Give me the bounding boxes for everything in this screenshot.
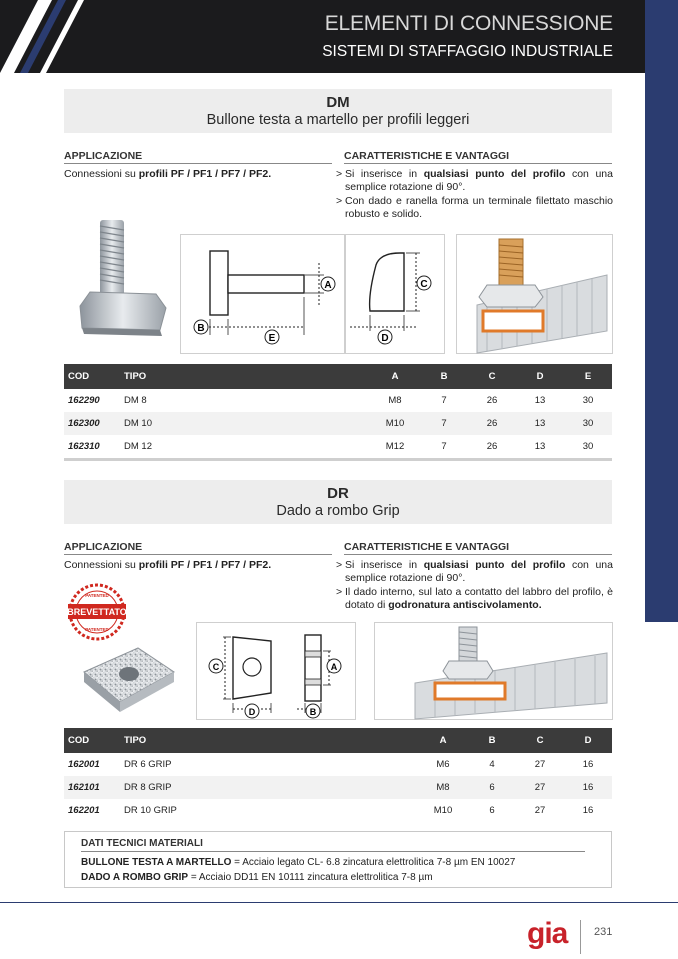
- materials-title: DATI TECNICI MATERIALI: [81, 838, 585, 852]
- table-row: 162310 DM 12 M12 7 26 13 30: [64, 435, 612, 458]
- table-row: 162101 DR 8 GRIP M8 6 27 16: [64, 776, 612, 799]
- dr-application-title: APPLICAZIONE: [64, 541, 332, 555]
- dr-section-heading: [64, 480, 612, 524]
- dr-diagram: [196, 622, 356, 720]
- dr-col-a: A: [439, 735, 447, 746]
- dm-feature-item: > Con dado e ranella forma un terminale filettato maschio robusto e solido.: [336, 195, 613, 220]
- page-number: 231: [594, 926, 613, 938]
- materials-box: [64, 831, 612, 888]
- footer-rule: [0, 902, 678, 903]
- dm-col-b: B: [440, 371, 448, 382]
- svg-text:E: E: [268, 333, 276, 344]
- dr-feature-item: > Il dado interno, sul lato a contatto del labbro del profilo, è dotato di godronatura antiscivolamento.: [336, 586, 613, 611]
- materials-line-bolt: BULLONE TESTA A MARTELLO = Acciaio legato CL- 6.8 zincatura elettrolitica 7-8 µm EN 10027: [81, 857, 516, 868]
- dm-section-heading: [64, 89, 612, 133]
- footer-separator: [580, 920, 581, 954]
- dm-features-list: [336, 168, 613, 222]
- dm-bolt-photo: [70, 214, 170, 344]
- header-stripes-decoration: [0, 0, 110, 73]
- dr-application-text: Connessioni su profili PF / PF1 / PF7 / PF2.: [64, 559, 272, 571]
- dm-name: Bullone testa a martello per profili leggeri: [206, 112, 470, 128]
- dr-table-header-row: [64, 728, 612, 753]
- badge-ring-top: PATENTED: [85, 593, 109, 598]
- table-row: 162290 DM 8 M8 7 26 13 30: [64, 389, 612, 412]
- svg-text:C: C: [212, 662, 220, 672]
- table-row: 162201 DR 10 GRIP M10 6 27 16: [64, 799, 612, 822]
- dm-col-cod: COD: [68, 371, 90, 382]
- materials-line-nut: DADO A ROMBO GRIP = Acciaio DD11 EN 10111 zincatura elettrolitica 7-8 µm: [81, 872, 433, 883]
- table-end-rule: [64, 458, 612, 461]
- dm-features-title: CARATTERISTICHE E VANTAGGI: [344, 150, 612, 164]
- dr-mounted-photo: [374, 622, 613, 720]
- table-row: 162001 DR 6 GRIP M6 4 27 16: [64, 753, 612, 776]
- svg-text:A: A: [330, 662, 338, 672]
- dr-col-cod: COD: [68, 735, 90, 746]
- dm-application-text: Connessioni su profili PF / PF1 / PF7 / PF2.: [64, 168, 272, 180]
- dm-application-title: APPLICAZIONE: [64, 150, 332, 164]
- header-subtitle: SISTEMI DI STAFFAGGIO INDUSTRIALE: [322, 43, 613, 60]
- dm-product-table: [64, 364, 612, 461]
- dm-code: DM: [326, 94, 350, 111]
- svg-text:B: B: [309, 707, 317, 717]
- page-header: [0, 0, 645, 73]
- dr-code: DR: [327, 485, 349, 502]
- dm-col-e: E: [584, 371, 592, 382]
- dm-diagram-side-view: [180, 234, 345, 354]
- svg-text:D: D: [381, 333, 389, 344]
- dr-col-tipo: TIPO: [124, 735, 147, 746]
- dr-col-d: D: [584, 735, 592, 746]
- dr-col-c: C: [536, 735, 544, 746]
- patented-badge: [66, 583, 128, 641]
- dm-table-header-row: [64, 364, 612, 389]
- dm-feature-item: > Si inserisce in qualsiasi punto del profilo con una semplice rotazione di 90°.: [336, 168, 613, 193]
- dr-features-list: [336, 559, 613, 613]
- dr-nut-photo: [78, 642, 178, 720]
- dm-diagram-top-view: [345, 234, 445, 354]
- dm-col-tipo: TIPO: [124, 371, 147, 382]
- svg-text:D: D: [248, 707, 256, 717]
- dm-col-a: A: [391, 371, 399, 382]
- side-color-band: [645, 0, 678, 622]
- badge-text: BREVETTATO: [67, 607, 127, 617]
- dr-col-b: B: [488, 735, 496, 746]
- dm-mounted-photo: [456, 234, 613, 354]
- header-title: ELEMENTI DI CONNESSIONE: [324, 12, 613, 35]
- dr-product-table: [64, 728, 612, 822]
- dr-name: Dado a rombo Grip: [276, 503, 400, 519]
- dm-col-d: D: [536, 371, 544, 382]
- svg-text:B: B: [197, 323, 205, 334]
- dr-feature-item: > Si inserisce in qualsiasi punto del profilo con una semplice rotazione di 90°.: [336, 559, 613, 584]
- svg-text:C: C: [420, 279, 428, 290]
- dr-features-title: CARATTERISTICHE E VANTAGGI: [344, 541, 612, 555]
- gia-logo: gia: [527, 917, 568, 950]
- badge-ring-bottom: PATENTED: [85, 627, 109, 632]
- dm-col-c: C: [488, 371, 496, 382]
- svg-text:A: A: [324, 280, 332, 291]
- table-row: 162300 DM 10 M10 7 26 13 30: [64, 412, 612, 435]
